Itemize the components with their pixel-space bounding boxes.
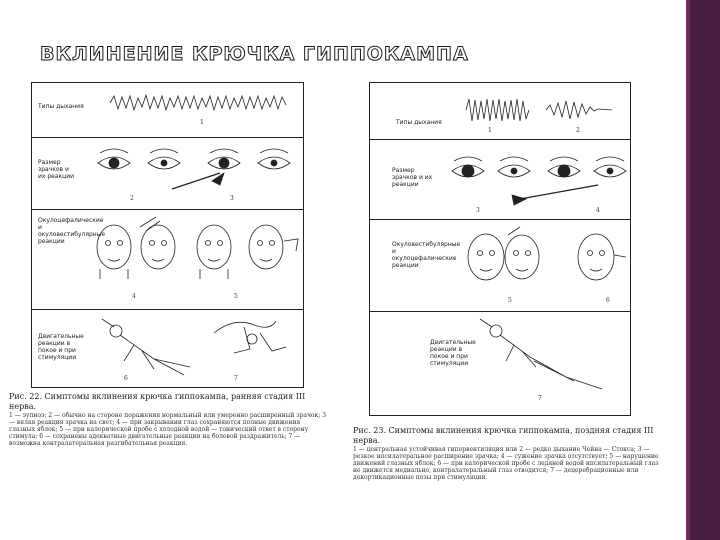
left-row-label: Размер зрачков и их реакции — [38, 159, 75, 180]
slide-title: ВКЛИНЕНИЕ КРЮЧКА ГИППОКАМПА — [40, 43, 469, 65]
right-label-2: 2 — [576, 127, 580, 134]
left-row-motor — [32, 309, 303, 387]
right-figure-panel — [369, 82, 631, 416]
right-label-6: 6 — [606, 297, 610, 304]
eye-drawings — [92, 151, 312, 191]
slide-side-band — [686, 0, 720, 540]
head-drawings — [458, 227, 628, 297]
right-row-breathing — [370, 83, 630, 140]
breathing-wave-drawing — [110, 93, 290, 113]
right-row-label: Окуловестибулярные и окулоцефалические реакции — [392, 241, 461, 269]
left-label-5: 5 — [234, 293, 238, 300]
left-row-oculocephalic — [32, 209, 303, 310]
right-caption-title: Рис. 23. Симптомы вклинения крючка гиппокампа, поздняя стадия III нерва. — [353, 426, 654, 445]
left-label-3: 3 — [230, 195, 234, 202]
left-row-label: Двигательные реакции в покое и при стимуляции — [38, 333, 84, 361]
head-drawings — [90, 217, 300, 287]
left-figure-caption — [9, 392, 327, 447]
right-label-1: 1 — [488, 127, 492, 134]
right-label-5: 5 — [508, 297, 512, 304]
left-row-pupils — [32, 137, 303, 210]
right-row-label: Размер зрачков и их реакции — [392, 167, 433, 188]
left-label-7: 7 — [234, 375, 238, 382]
left-caption-title: Рис. 22. Симптомы вклинения крючка гиппокампа, ранняя стадия III нерва. — [9, 392, 306, 411]
body-posture-drawing — [470, 317, 610, 397]
right-label-7: 7 — [538, 395, 542, 402]
left-label-6: 6 — [124, 375, 128, 382]
slide-side-accent — [686, 0, 690, 540]
right-row-motor — [370, 311, 630, 415]
left-label-4: 4 — [132, 293, 136, 300]
left-label-2: 2 — [130, 195, 134, 202]
breathing-wave-drawing — [466, 97, 616, 123]
left-label-1: 1 — [200, 119, 204, 126]
right-caption-body: 1 — центральная устойчивая гипервентиляция или 2 — редко дыхание Чейна — Стокса; 3 — резкое ипсилатеральное расширение зрачка; 4 — сужение зрачка отсутствует; 5 — нарушение движений глазных яблок; 6 — при калорической пробе с ледяной водой ипсилатеральный глаз не движется медиально, контралатеральный глаз отводится; 7 — децеребрационные или декортикационные позы при стимуляции. — [353, 446, 659, 481]
body-posture-drawings — [94, 313, 294, 383]
eye-drawings — [448, 155, 638, 205]
left-row-breathing — [32, 83, 303, 138]
right-row-oculovestibular — [370, 219, 630, 312]
right-label-4: 4 — [596, 207, 600, 214]
right-row-label: Типы дыхания — [396, 119, 442, 126]
right-row-pupils — [370, 139, 630, 220]
right-figure-caption — [353, 426, 659, 481]
right-label-3: 3 — [476, 207, 480, 214]
left-caption-body: 1 — эупноэ; 2 — обычно на стороне поражения нормальный или умеренно расширенный зрачок; 3 — вялая реакция зрачка на свет; 4 — при закрывании глаз сохраняются полные движения глазных яблок; 5 — при калорической пробе с холодной водой — тонический ответ в сторону стимула; 6 — сохранены адекватные двигательные реакции на болевой раздражитель; 7 — возможна контралатеральная разгибательная реакция. — [9, 412, 327, 447]
left-figure-panel — [31, 82, 304, 388]
right-row-label: Двигательные реакции в покое и при стимуляции — [430, 339, 476, 367]
left-row-label: Типы дыхания — [38, 103, 84, 110]
left-row-label: Окулоцефалические и окуловестибулярные реакции — [38, 217, 106, 245]
